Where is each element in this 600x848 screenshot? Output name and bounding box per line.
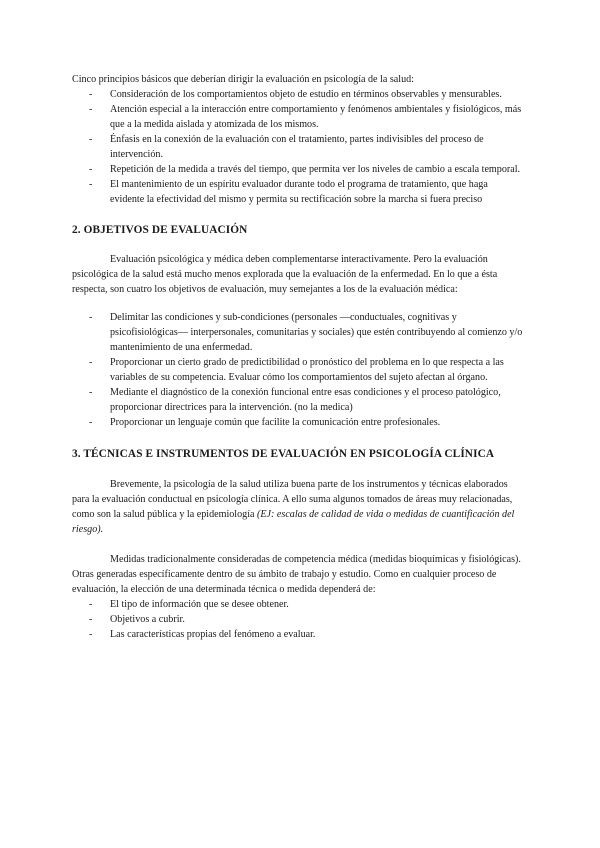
- document-page: [72, 72, 524, 642]
- list-item: - Proporcionar un cierto grado de predictibilidad o pronóstico del problema en lo que respecta a las variables de su competencia. Evaluar cómo los comportamientos del sujeto afectan al órgano.: [72, 355, 524, 385]
- section-2-paragraph: Evaluación psicológica y médica deben complementarse interactivamente. Pero la evaluación psicológica de la salud está mucho menos explorada que la evaluación de la enfermedad. En lo que a ésta respecta, son cuatro los objetivos de evaluación, muy semejantes a los de la evaluación médica:: [72, 254, 498, 295]
- list-item: - Objetivos a cubrir.: [72, 612, 524, 627]
- criteria-list: [72, 597, 524, 642]
- list-item: - Repetición de la medida a través del tiempo, que permita ver los niveles de cambio a escala temporal.: [72, 162, 524, 177]
- list-item: - Proporcionar un lenguaje común que facilite la comunicación entre profesionales.: [72, 415, 524, 430]
- list-item: - Las características propias del fenómeno a evaluar.: [72, 627, 524, 642]
- list-item: - Delimitar las condiciones y sub-condiciones (personales —conductuales, cognitivas y psicofisiológicas— interpersonales, comunitarias y sociales) que estén contribuyendo al comienzo y/o mantenimiento de una enfermedad.: [72, 310, 524, 355]
- section-3-paragraph-1: [72, 477, 524, 537]
- objectives-list: [72, 310, 524, 430]
- section-3-paragraph-2: Medidas tradicionalmente consideradas de competencia médica (medidas bioquímicas y fisiológicas). Otras generadas específicamente dentro de su ámbito de trabajo y estudio. Como en cualquier proceso de evaluación, la elección de una determinada técnica o medida dependerá de:: [72, 554, 521, 595]
- example-text: (EJ: escalas de calidad de vida o medidas de cuantificación del riesgo).: [72, 509, 515, 535]
- principles-list: [72, 87, 524, 207]
- paragraph-text: Brevemente, la psicología de la salud utiliza buena parte de los instrumentos y técnicas elaborados para la evaluación conductual en psicología clínica. A ello suma algunos tomados de áreas muy relacionadas, como son la salud pública y la epidemiología: [72, 479, 513, 520]
- section-3-heading: 3. TÉCNICAS E INSTRUMENTOS DE EVALUACIÓN EN PSICOLOGÍA CLÍNICA: [72, 448, 495, 460]
- list-item: - Énfasis en la conexión de la evaluación con el tratamiento, partes indivisibles del proceso de intervención.: [72, 132, 524, 162]
- list-item: - Consideración de los comportamientos objeto de estudio en términos observables y mensurables.: [72, 87, 524, 102]
- list-item: - El mantenimiento de un espíritu evaluador durante todo el programa de tratamiento, que haga evidente la efectividad del mismo y permita su rectificación sobre la marcha si fuera preciso: [72, 177, 524, 207]
- list-item: - Mediante el diagnóstico de la conexión funcional entre esas condiciones y el proceso patológico, proporcionar directrices para la intervención. (no la medica): [72, 385, 524, 415]
- principles-intro: Cinco principios básicos que deberían dirigir la evaluación en psicología de la salud:: [72, 74, 414, 85]
- list-item: - Atención especial a la interacción entre comportamiento y fenómenos ambientales y fisiológicos, más que a la medida aislada y atomizada de los mismos.: [72, 102, 524, 132]
- section-2-heading: 2. OBJETIVOS DE EVALUACIÓN: [72, 224, 248, 236]
- list-item: - El tipo de información que se desee obtener.: [72, 597, 524, 612]
